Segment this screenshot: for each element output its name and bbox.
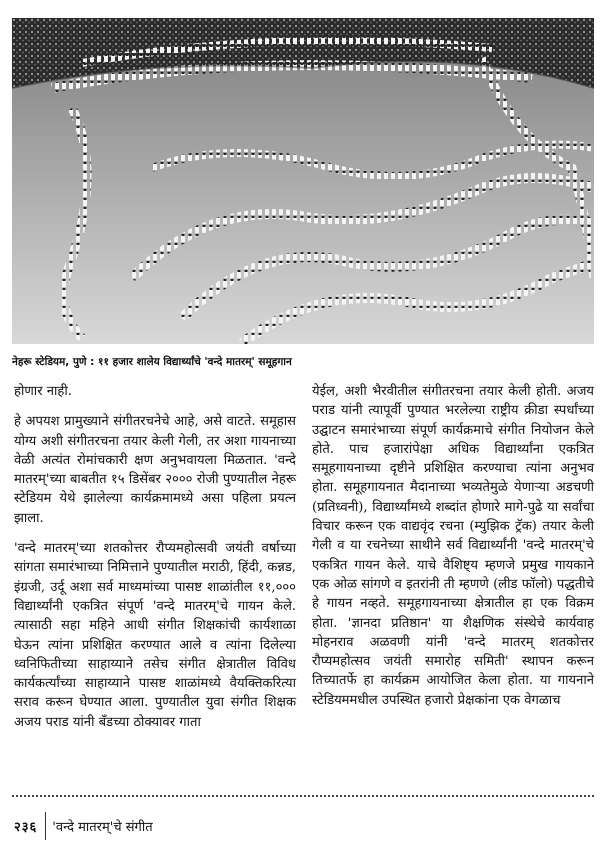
running-title: 'वन्दे मातरम्'चे संगीत [52,820,153,835]
text-column-left [14,382,296,732]
paragraph: होणार नाही. [14,384,72,399]
footer-divider [12,795,594,797]
text-column-right [312,382,594,710]
photo-caption: नेहरू स्टेडियम, पुणे : ११ हजार शालेय विद्यार्थ्यांचे 'वन्दे मातरम्' समूहगान [12,356,292,368]
page-footer [14,811,153,841]
paragraph: 'वन्दे मातरम्'च्या शतकोत्तर रौप्यमहोत्सवी जयंती वर्षाच्या सांगता समारंभाच्या निमित्ताने पुण्यातील मराठी, हिंदी, कन्नड, इंग्रजी, उर्दू अशा सर्व माध्यमांच्या पासष्ट शाळांतील ११,००० विद्यार्थ्यांनी एकत्रित संपूर्ण 'वन्दे मातरम्'चे गायन केले. त्यासाठी सहा महिने आधी संगीत शिक्षकांची कार्यशाळा घेऊन त्यांना प्रशिक्षित करण्यात आले व त्यांना दिलेल्या ध्वनिफितीच्या साहाय्याने तसेच संगीत क्षेत्रातील विविध कार्यकर्त्यांच्या साहाय्याने पासष्ट शाळांमध्ये वैयक्तिकरित्या सराव करून घेण्यात आला. पुण्यातील युवा संगीत शिक्षक अजय पराड यांनी बँडच्या ठोक्यावर गाता [14,541,296,730]
stadium-photo [12,18,594,344]
stadium-photo-icon [12,18,594,344]
paragraph: हे अपयश प्रामुख्याने संगीतरचनेचे आहे, असे वाटते. समूहास योग्य अशी संगीतरचना तयार केली गेली, तर अशा गायनाच्या वेळी अत्यंत रोमांचकारी क्षण अनुभवायला मिळतात. 'वन्दे मातरम्'च्या बाबतीत १५ डिसेंबर २००० रोजी पुण्यातील नेहरू स्टेडियम येथे झालेल्या कार्यक्रमामध्ये असा पहिला प्रयत्न झाला. [14,414,296,526]
footer-separator [45,812,46,840]
page-number: २३६ [14,820,38,835]
paragraph: येईल, अशी भैरवीतील संगीतरचना तयार केली होती. अजय पराड यांनी त्यापूर्वी पुण्यात भरलेल्या राष्ट्रीय क्रीडा स्पर्धांच्या उद्घाटन समारंभाच्या संपूर्ण कार्यक्रमाचे संगीत नियोजन केले होते. पाच हजारांपेक्षा अधिक विद्यार्थ्यांना एकत्रित समूहगायनाच्या दृष्टीने प्रशिक्षित करण्याचा त्यांना अनुभव होता. समूहगायनात मैदानाच्या भव्यतेमुळे येणाऱ्या अडचणी (प्रतिध्वनी), विद्यार्थ्यांमध्ये शब्दांत होणारे मागे-पुढे या सर्वांचा विचार करून एक वाद्यवृंद रचना (म्युझिक ट्रॅक) तयार केली गेली व या रचनेच्या साथीने सर्व विद्यार्थ्यांनी 'वन्दे मातरम्'चे एकत्रित गायन केले. याचे वैशिष्ट्य म्हणजे प्रमुख गायकाने एक ओळ सांगणे व इतरांनी ती म्हणणे (लीड फॉलो) पद्धतीचे हे गायन नव्हते. समूहगायनाच्या क्षेत्रातील हा एक विक्रम होता. 'ज्ञानदा प्रतिष्ठान' या शैक्षणिक संस्थेचे कार्यवाह मोहनराव अळवणी यांनी 'वन्दे मातरम् शतकोत्तर रौप्यमहोत्सव जयंती समारोह समिती' स्थापन करून तिच्यातर्फे हा कार्यक्रम आयोजित केला होता. या गायनाने स्टेडियममधील उपस्थित हजारो प्रेक्षकांना एक वेगळाच [312,384,594,708]
